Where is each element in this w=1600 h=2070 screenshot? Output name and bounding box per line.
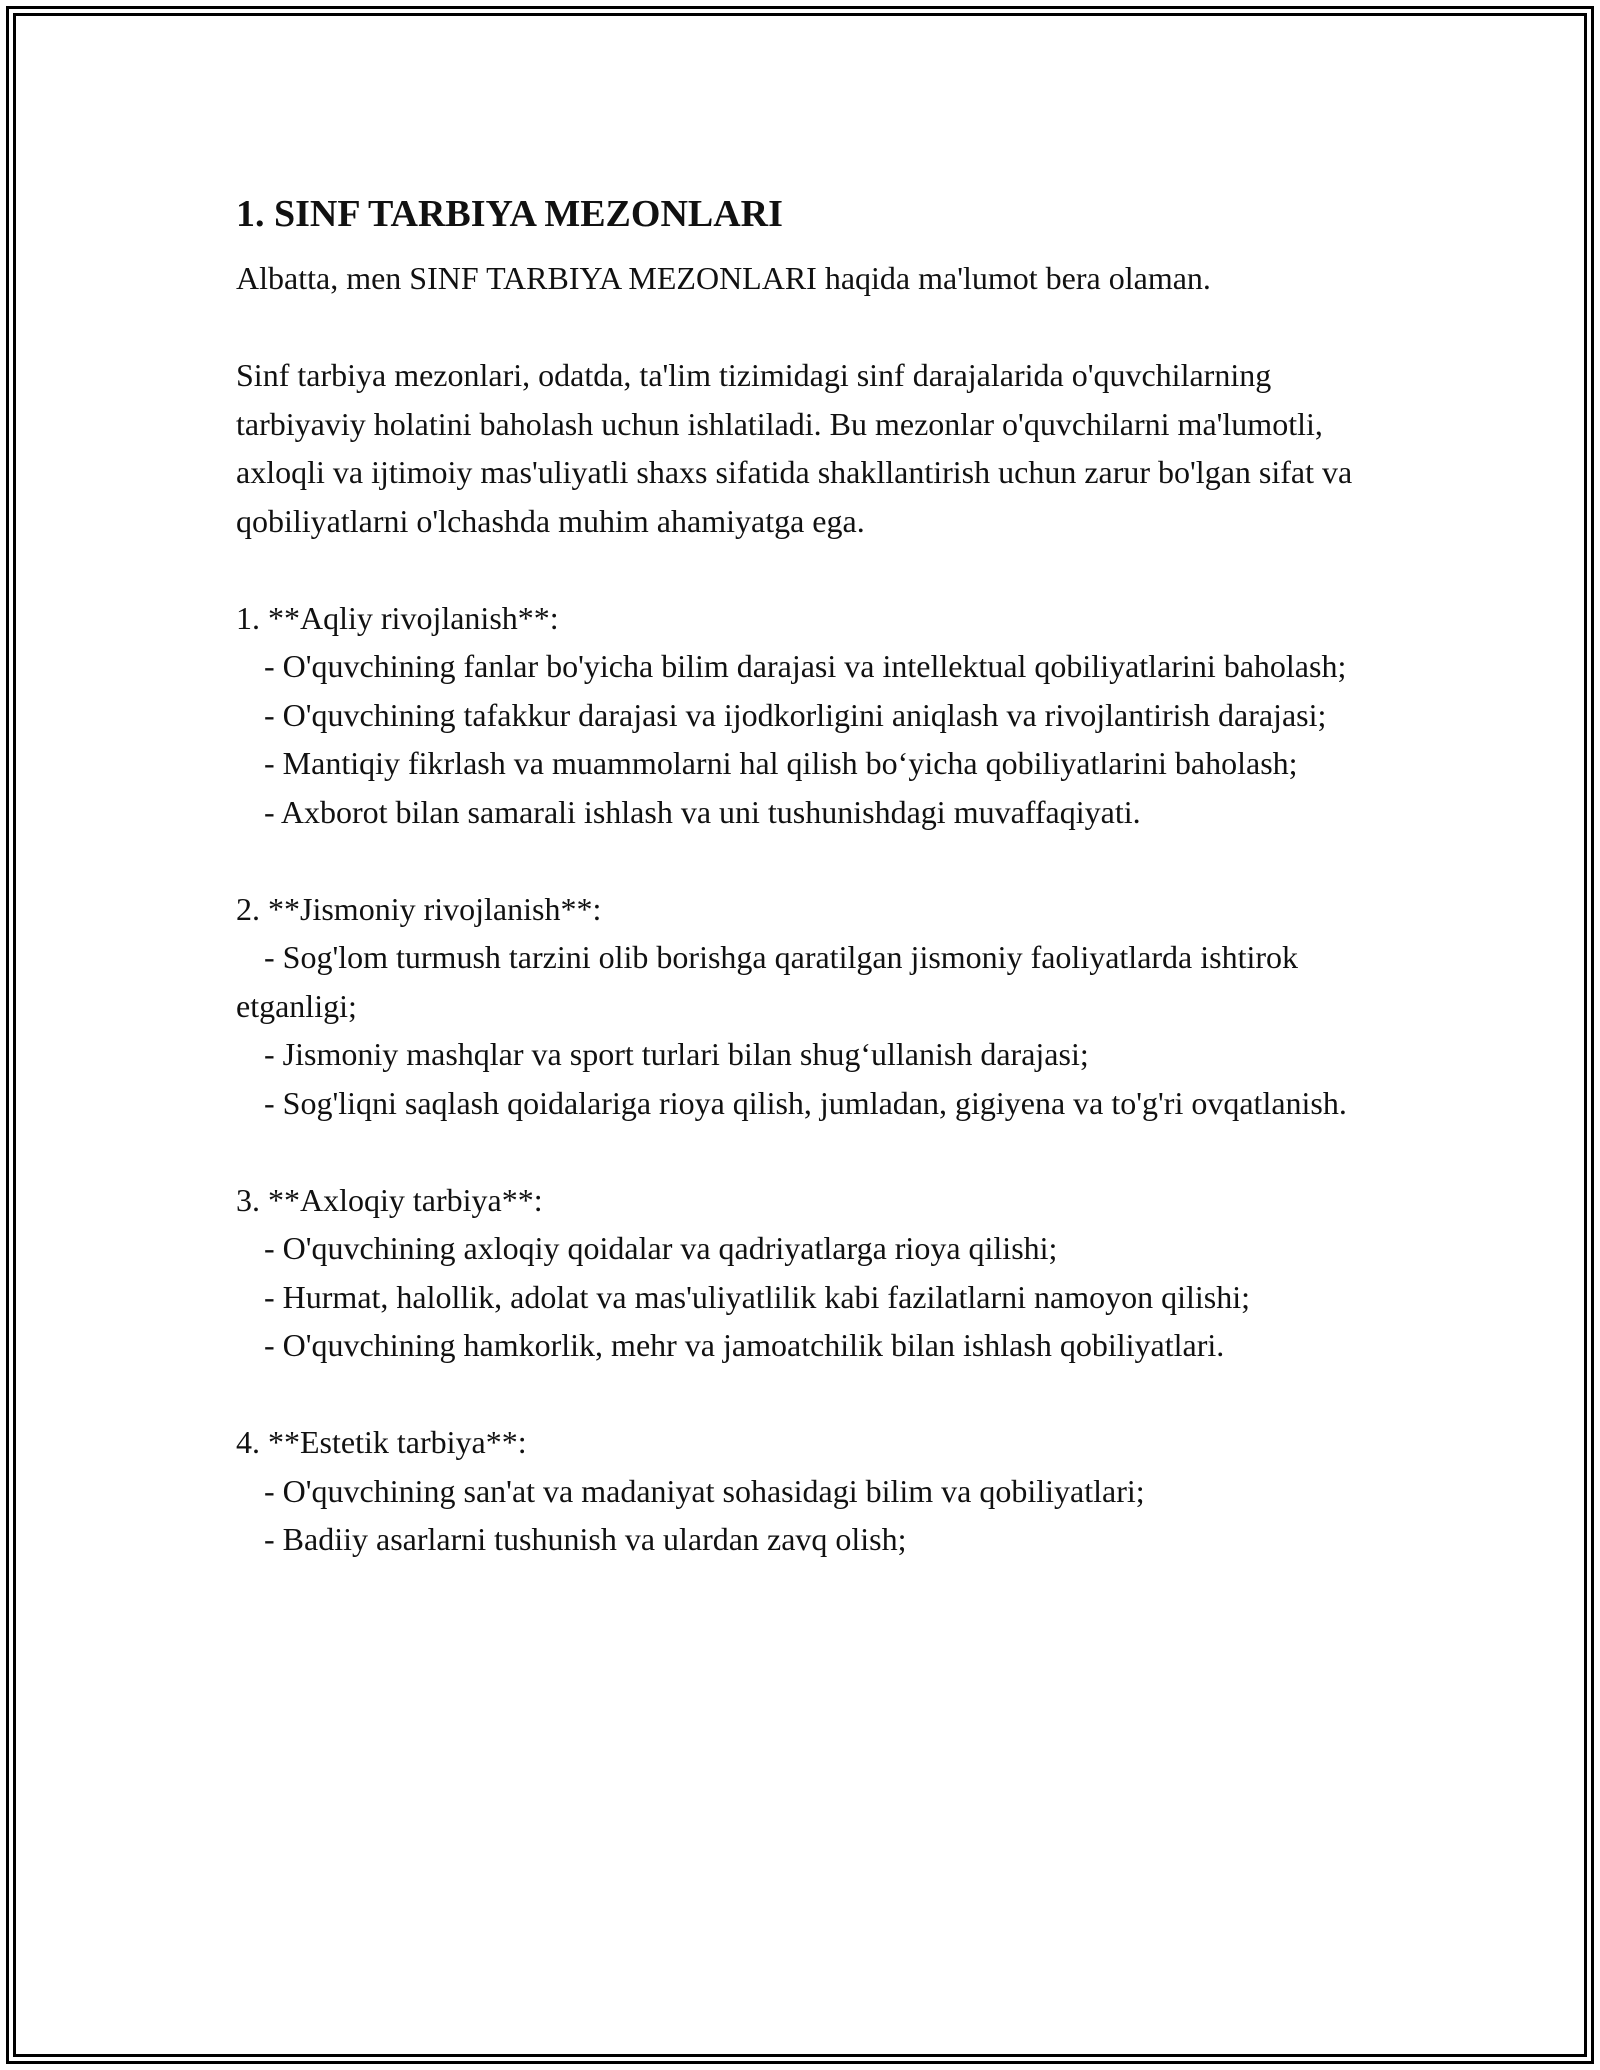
document-title: 1. SINF TARBIYA MEZONLARI: [236, 193, 783, 235]
list-item: - O'quvchining san'at va madaniyat sohasidagi bilim va qobiliyatlari;: [264, 1472, 1145, 1509]
description-paragraph: Sinf tarbiya mezonlari, odatda, ta'lim tizimidagi sinf darajalarida o'quvchilarning tarbiyaviy holatini baholash uchun ishlatiladi. Bu mezonlar o'quvchilarni ma'lumotli, axloqli va ijtimoiy mas'uliyatli shaxs sifatida shakllantirish uchun zarur bo'lgan sifat va qobiliyatlarni o'lchashda muhim ahamiyatga ega.: [236, 357, 1353, 539]
list-item: - O'quvchining tafakkur darajasi va ijodkorligini aniqlash va rivojlantirish darajasi;: [264, 696, 1327, 733]
section-axloqiy-tarbiya: [236, 1176, 1386, 1370]
list-item: - O'quvchining fanlar bo'yicha bilim darajasi va intellektual qobiliyatlarini baholash;: [264, 648, 1347, 684]
list-item: - O'quvchining axloqiy qoidalar va qadriyatlarga rioya qilishi;: [264, 1230, 1058, 1266]
section-heading: 3. **Axloqiy tarbiya**:: [236, 1181, 543, 1218]
section-heading: 4. **Estetik tarbiya**:: [236, 1424, 527, 1460]
document-page: [236, 186, 1386, 1564]
list-item: - Axborot bilan samarali ishlash va uni tushunishdagi muvaffaqiyati.: [264, 793, 1141, 830]
list-item: - Sog'lom turmush tarzini olib borishga qaratilgan jismoniy faoliyatlarda ishtirok etganligi;: [236, 939, 1299, 1024]
list-item: - Jismoniy mashqlar va sport turlari bilan shug‘ullanish darajasi;: [264, 1036, 1089, 1072]
section-heading: 1. **Aqliy rivojlanish**:: [236, 599, 559, 636]
section-estetik-tarbiya: [236, 1418, 1386, 1564]
list-item: - Mantiqiy fikrlash va muammolarni hal qilish bo‘yicha qobiliyatlarini baholash;: [264, 745, 1298, 781]
intro-text: Albatta, men SINF TARBIYA MEZONLARI haqida ma'lumot bera olaman.: [236, 260, 1211, 296]
section-aqliy-rivojlanish: [236, 594, 1386, 837]
list-item: - Hurmat, halollik, adolat va mas'uliyatlilik kabi fazilatlarni namoyon qilishi;: [264, 1278, 1250, 1315]
section-jismoniy-rivojlanish: [236, 885, 1386, 1128]
list-item: - Badiiy asarlarni tushunish va ulardan zavq olish;: [264, 1521, 907, 1557]
section-heading: 2. **Jismoniy rivojlanish**:: [236, 890, 602, 927]
list-item: - Sog'liqni saqlash qoidalariga rioya qilish, jumladan, gigiyena va to'g'ri ovqatlanish.: [264, 1084, 1347, 1121]
list-item: - O'quvchining hamkorlik, mehr va jamoatchilik bilan ishlash qobiliyatlari.: [264, 1327, 1225, 1363]
